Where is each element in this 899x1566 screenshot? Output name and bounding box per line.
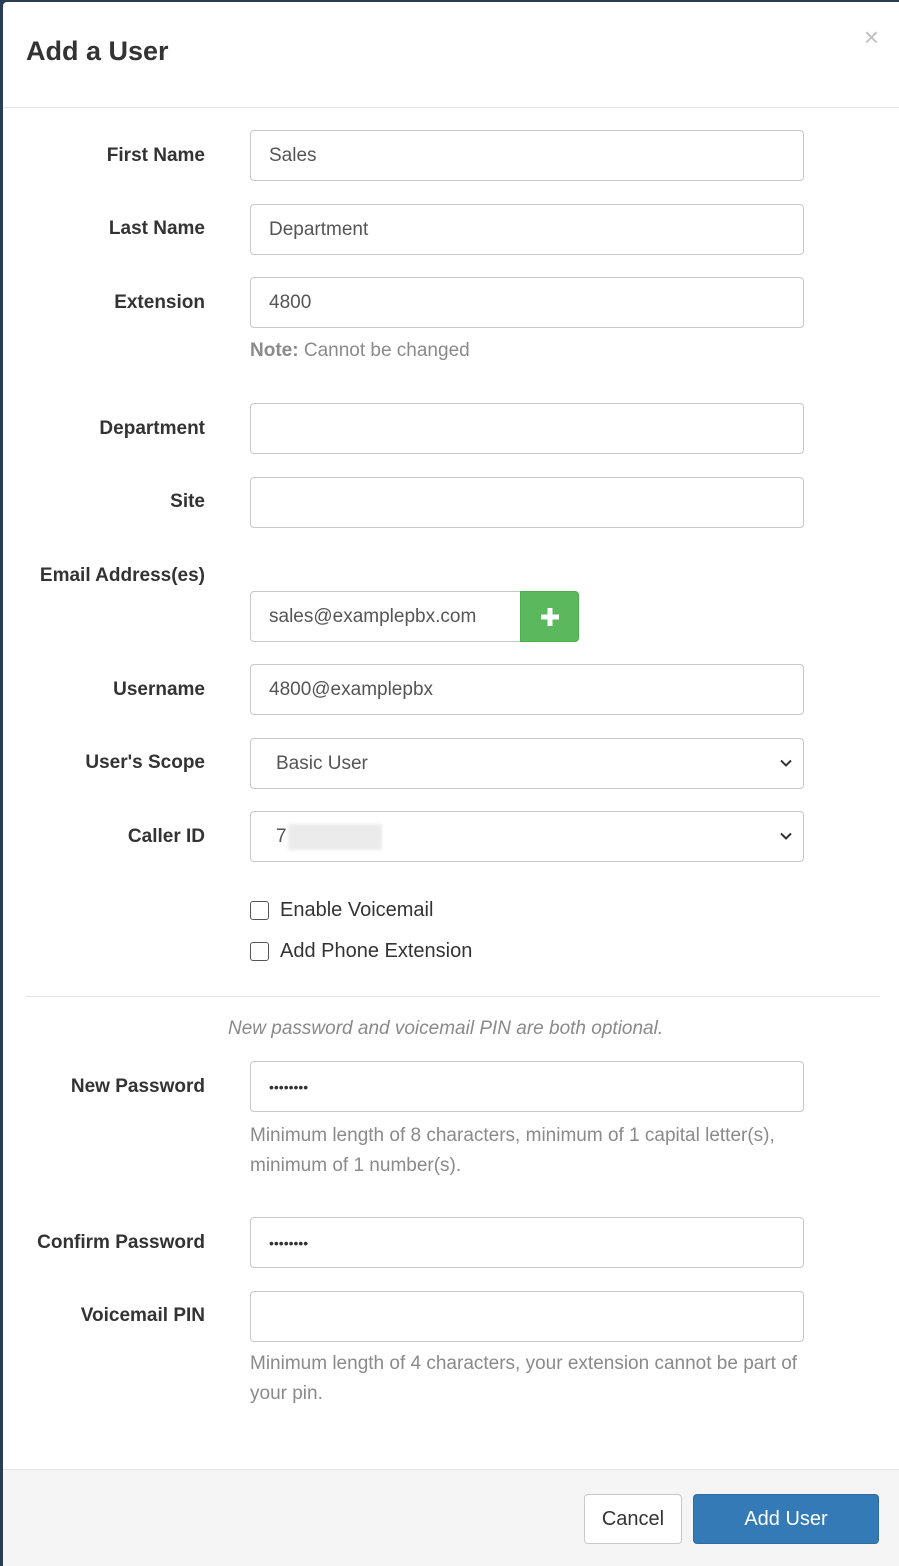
confirm-password-input[interactable] [250,1217,804,1268]
chevron-down-icon [779,756,793,770]
new-password-value: •••••••• [269,1079,309,1095]
add-phone-extension-label: Add Phone Extension [280,939,473,962]
enable-voicemail-checkbox[interactable] [250,901,269,920]
dialog-header [3,2,899,108]
first-name-input[interactable]: Sales [250,130,804,181]
dialog-footer [3,1469,899,1566]
new-password-label: New Password [70,1076,205,1097]
site-input[interactable] [250,477,804,528]
optional-note: New password and voicemail PIN are both optional. [228,1018,664,1039]
pin-help: Minimum length of 4 characters, your extension cannot be part of your pin. [250,1353,798,1404]
password-help: Minimum length of 8 characters, minimum of 1 capital letter(s), minimum of 1 number(s). [250,1125,775,1176]
redacted-number [288,824,382,850]
confirm-password-label: Confirm Password [37,1232,205,1253]
add-phone-extension-option[interactable] [250,939,472,963]
department-input[interactable] [250,403,804,454]
cancel-button[interactable]: Cancel [584,1494,682,1544]
note-prefix: Note: [250,340,299,361]
close-icon[interactable]: × [863,22,879,52]
voicemail-pin-label: Voicemail PIN [80,1305,205,1326]
chevron-down-icon [779,829,793,843]
caller-id-selected: 7 [276,826,287,847]
scope-select[interactable] [250,738,804,789]
voicemail-pin-input[interactable] [250,1291,804,1342]
first-name-label: First Name [106,145,205,166]
username-label: Username [113,679,205,700]
enable-voicemail-option[interactable] [250,898,433,922]
caller-id-select[interactable] [250,811,804,862]
add-user-button[interactable]: Add User [693,1494,879,1544]
add-user-dialog [3,2,899,1566]
add-phone-extension-checkbox[interactable] [250,942,269,961]
last-name-label: Last Name [108,218,205,239]
section-divider [26,996,880,997]
last-name-input[interactable]: Department [250,204,804,255]
scope-selected: Basic User [276,753,368,774]
dialog-title: Add a User [26,36,169,66]
plus-icon [540,607,560,627]
username-input[interactable]: 4800@examplepbx [250,664,804,715]
add-email-button[interactable] [520,591,579,642]
extension-input[interactable]: 4800 [250,277,804,328]
extension-note [250,336,810,366]
email-label: Email Address(es) [39,565,205,586]
department-label: Department [99,418,205,439]
note-text: Cannot be changed [303,340,470,361]
extension-label: Extension [114,292,205,313]
confirm-password-value: •••••••• [269,1235,309,1251]
caller-id-label: Caller ID [127,826,205,847]
site-label: Site [170,491,205,512]
scope-label: User's Scope [85,752,205,773]
enable-voicemail-label: Enable Voicemail [280,898,434,921]
email-input[interactable]: sales@examplepbx.com [250,591,521,642]
new-password-input[interactable] [250,1061,804,1112]
